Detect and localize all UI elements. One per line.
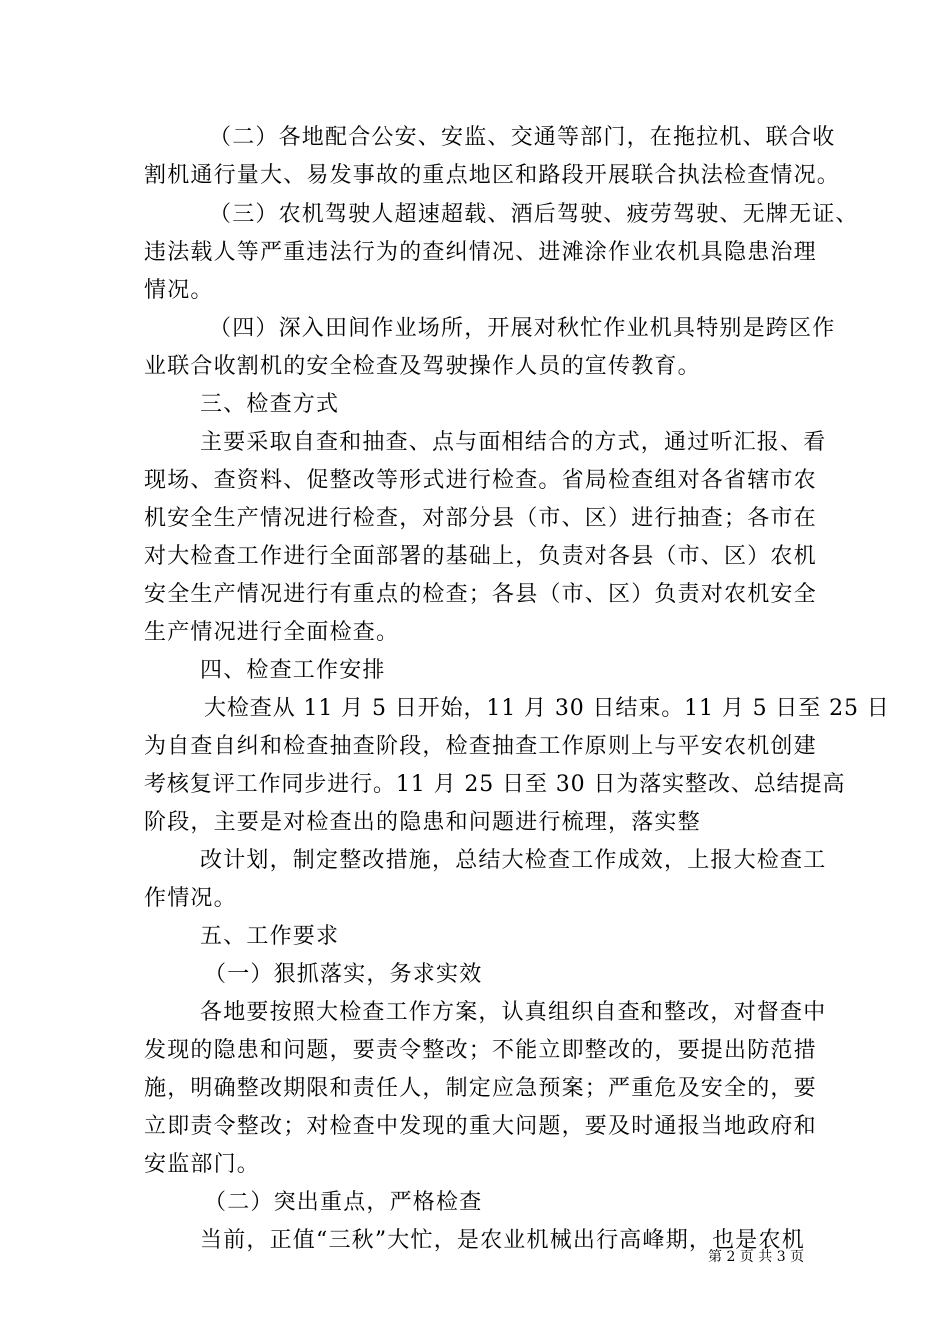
- text-line: 业联合收割机的安全检查及驾驶操作人员的宣传教育。: [144, 354, 701, 379]
- text-line: （四）深入田间作业场所，开展对秋忙作业机具特别是跨区作: [209, 316, 836, 341]
- text-line: 考核复评工作同步进行。11 月 25 日至 30 日为落实整改、总结提高: [144, 772, 846, 797]
- text-line: 主要采取自查和抽查、点与面相结合的方式，通过听汇报、看: [200, 430, 827, 455]
- section-heading: 三、检查方式: [200, 392, 340, 417]
- section-heading: 四、检查工作安排: [200, 658, 386, 683]
- text-line: 各地要按照大检查工作方案，认真组织自查和整改，对督查中: [200, 1000, 827, 1025]
- text-line: 为自查自纠和检查抽查阶段，检查抽查工作原则上与平安农机创建: [144, 734, 817, 759]
- text-line: 作情况。: [144, 886, 237, 911]
- text-line: 改计划，制定整改措施，总结大检查工作成效，上报大检查工: [200, 848, 827, 873]
- text-line: （三）农机驾驶人超速超载、酒后驾驶、疲劳驾驶、无牌无证、: [209, 202, 859, 227]
- text-line: 对大检查工作进行全面部署的基础上，负责对各县（市、区）农机: [144, 544, 817, 569]
- subsection-heading: （一）狠抓落实，务求实效: [204, 962, 483, 987]
- text-line: 阶段，主要是对检查出的隐患和问题进行梳理，落实整: [144, 810, 701, 835]
- text-line: 安监部门。: [144, 1152, 261, 1177]
- text-line: 安全生产情况进行有重点的检查；各县（市、区）负责对农机安全: [144, 582, 817, 607]
- section-heading: 五、工作要求: [200, 924, 340, 949]
- subsection-heading: （二）突出重点，严格检查: [204, 1190, 483, 1215]
- text-line: 生产情况进行全面检查。: [144, 620, 400, 645]
- text-line: 施，明确整改期限和责任人，制定应急预案；严重危及安全的，要: [144, 1076, 817, 1101]
- text-line: 机安全生产情况进行检查，对部分县（市、区）进行抽查；各市在: [144, 506, 817, 531]
- text-line: （二）各地配合公安、安监、交通等部门，在拖拉机、联合收: [209, 125, 836, 150]
- text-line: 违法载人等严重违法行为的查纠情况、进滩涂作业农机具隐患治理: [144, 240, 817, 265]
- text-line: 大检查从 11 月 5 日开始，11 月 30 日结束。11 月 5 日至 25 日: [204, 696, 890, 721]
- text-line: 情况。: [144, 278, 214, 303]
- page-number: 第 2 页 共 3 页: [708, 1249, 805, 1265]
- text-line: 当前，正值“三秋”大忙，是农业机械出行高峰期，也是农机: [200, 1228, 805, 1253]
- text-line: 立即责令整改；对检查中发现的重大问题，要及时通报当地政府和: [144, 1114, 817, 1139]
- text-line: 割机通行量大、易发事故的重点地区和路段开展联合执法检查情况。: [144, 163, 841, 188]
- text-line: 发现的隐患和问题，要责令整改；不能立即整改的，要提出防范措: [144, 1038, 817, 1063]
- text-line: 现场、查资料、促整改等形式进行检查。省局检查组对各省辖市农: [144, 468, 817, 493]
